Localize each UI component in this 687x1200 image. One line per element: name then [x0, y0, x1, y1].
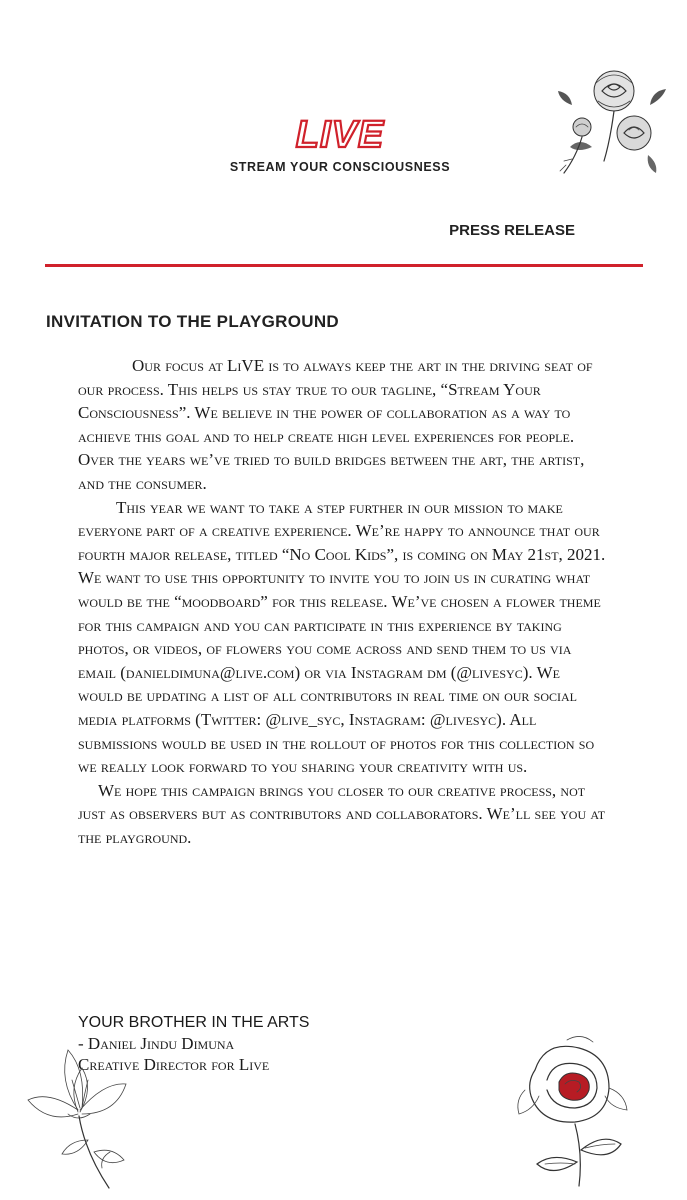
logo-text: LIVE: [295, 114, 385, 156]
rose-illustration-icon: [552, 55, 672, 180]
live-logo: [270, 110, 410, 156]
paragraph-2: This year we want to take a step further in our mission to make everyone part of a creative experience. We’re happy to announce that our fourth major release, titled “No Cool Kids”, is coming on May 21st, 2021. We want to use this opportunity to invite you to join us in curating what would be the “moodboard” for this release. We’ve chosen a flower theme for this campaign and you can participate in this experience by taking photos, or videos, of flowers you come across and send them to us via email (danieldimuna@live.com) or via Instagram dm (@livesyc). We would be updating a list of all contributors in real time on our social media platforms (Twitter: @live_syc, Instagram: @livesyc). All submissions would be used in the rollout of photos for this collection so we really look forward to you sharing your creativity with us.: [78, 497, 606, 777]
paragraph-3: We hope this campaign brings you closer to our creative process, not just as observers but as contributors and collaborators. We’ll see you at the playground.: [78, 780, 606, 847]
signer-name: - Daniel Jindu Dimuna: [78, 1034, 235, 1053]
rose-line-art-icon: [505, 1030, 635, 1190]
article-title: INVITATION TO THE PLAYGROUND: [46, 312, 340, 331]
tagline: STREAM YOUR CONSCIOUSNESS: [229, 160, 451, 174]
magnolia-line-art-icon: [18, 1040, 148, 1190]
header-divider: [45, 264, 643, 267]
paragraph-1: Our focus at LiVE is to always keep the art in the driving seat of our process. This helps us stay true to our tagline, “Stream Your Consciousness”. We believe in the power of collaboration as a way to achieve this goal and to help create high level experiences for people. Over the years we’ve tried to build bridges between the art, the artist, and the consumer.: [78, 356, 593, 493]
article-body: [78, 354, 608, 849]
press-release-label: PRESS RELEASE: [449, 222, 575, 239]
signer-role: Creative Director for Live: [78, 1055, 270, 1074]
closing-line: YOUR BROTHER IN THE ARTS: [78, 1014, 310, 1031]
